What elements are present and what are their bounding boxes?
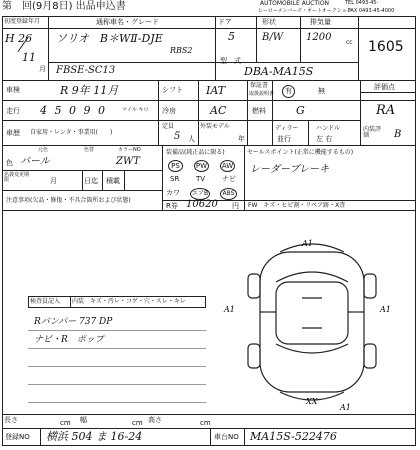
capacity-label: 定員 xyxy=(162,123,175,130)
displacement-value: 1200 xyxy=(306,32,332,43)
interior-label: 内装評価 xyxy=(363,126,382,139)
capacity-unit: 人 xyxy=(188,135,195,143)
lot-number: 1605 xyxy=(368,39,404,55)
color-change-label: 色替 xyxy=(84,147,95,153)
dealer-label: ディラー xyxy=(275,125,299,132)
first-reg-month-unit: 月 xyxy=(39,65,46,73)
notes-label: 注意事項(欠品・修復・不具合箇所および状態) xyxy=(6,197,131,204)
aircon-value: AC xyxy=(210,104,227,117)
equip-navi: ナビ xyxy=(222,175,236,183)
equip-aw: AW xyxy=(221,162,234,170)
interior-value: B xyxy=(394,129,402,140)
shape-label: 形状 xyxy=(262,18,276,26)
inspector-label: 検査員記入 xyxy=(30,298,61,305)
color-label: 色 xyxy=(6,159,13,167)
height-unit: cm xyxy=(200,419,211,427)
mark-a1-left: A1 xyxy=(224,305,235,314)
fuel-label: 燃料 xyxy=(252,107,266,115)
shift-value: IAT xyxy=(206,84,226,97)
recycle-unit: 円 xyxy=(232,202,239,210)
name-grade-label: 通称車名・グレード xyxy=(96,18,159,26)
displacement-label: 排気量 xyxy=(310,18,331,26)
equipment-label: 装備品(純正品に限る) xyxy=(166,149,225,156)
mark-xx-rear: XX xyxy=(306,397,318,406)
chassis-value: MA15S-522476 xyxy=(250,430,337,443)
inspector-items: 内装 キズ・汚レ・コゲ・穴・スレ・キレ xyxy=(72,298,186,305)
reg-no-value: 横浜 504 ま 16-24 xyxy=(46,430,143,443)
warranty-yes: 有 xyxy=(282,85,295,98)
name-change-label: 名義変更期限 xyxy=(4,172,30,183)
form-title: 第 回(9月8日) 出品申込書 xyxy=(2,1,126,12)
equip-airbag: エアB xyxy=(190,188,210,200)
fax-number: FAX 0493-45-4000 xyxy=(348,8,395,14)
mileage-unit: マイル キロ xyxy=(122,107,149,113)
name-grade-value: ソリオ B＊WⅡ-DJE xyxy=(56,32,163,45)
warranty-no: 無 xyxy=(318,87,325,95)
handle-value: 左 右 xyxy=(316,135,333,143)
shape-value: B/W xyxy=(262,32,283,43)
tel-number: TEL 0493-45- xyxy=(345,0,379,6)
eval-label: 評価点 xyxy=(374,83,395,91)
doors-value: 5 xyxy=(228,30,235,43)
car-damage-diagram xyxy=(210,212,414,412)
equip-ps: PS xyxy=(168,160,183,172)
equip-sr: SR xyxy=(170,175,180,183)
recycle-value: 10620 xyxy=(186,199,218,210)
warranty-sub: 取扱説明書 xyxy=(249,91,275,97)
mileage-value: 4 5 0 9 0 xyxy=(40,104,107,117)
history-label: 車歴 xyxy=(6,129,20,137)
length-unit: cm xyxy=(60,419,71,427)
sales-point-value: レーダーブレーキ xyxy=(250,164,330,175)
model-prefix: FBSE-SC13 xyxy=(56,65,116,76)
maintenance-label: 積載 xyxy=(106,177,120,185)
equip-tv: TV xyxy=(196,175,206,183)
first-reg-year: H 26 xyxy=(5,32,33,45)
mark-a1-front: A1 xyxy=(302,239,313,248)
capacity-value: 5 xyxy=(174,131,181,142)
equip-abs: ABS xyxy=(220,188,237,200)
model-label: 型 式 xyxy=(220,57,241,65)
eval-value: RA xyxy=(376,103,396,118)
recycle-label: R券 xyxy=(166,202,178,210)
mark-a1-right: A1 xyxy=(380,305,391,314)
width-label: 幅 xyxy=(80,416,87,424)
chassis-label: 車台NO xyxy=(214,433,239,441)
first-reg-month: 11 xyxy=(22,51,36,64)
equip-leather: カワ xyxy=(166,189,180,197)
width-unit: cm xyxy=(132,419,143,427)
color-no-label: カラーNO xyxy=(118,147,141,153)
dealer-value: 並行 xyxy=(277,135,291,143)
inspection-label: 車検 xyxy=(6,86,20,94)
length-label: 長さ xyxy=(4,416,18,424)
name-change-day: 日迄 xyxy=(84,177,98,185)
first-reg-label: 初度登録年月 xyxy=(4,18,41,25)
mark-a1-rear: A1 xyxy=(340,403,351,412)
note-line-2: ナビ・R ポップ xyxy=(34,335,104,345)
equip-pw: PW xyxy=(195,162,208,170)
note-line-1: Rバンパー 737 DP xyxy=(34,317,113,327)
model-value: DBA-MA15S xyxy=(244,65,314,78)
sales-point-label: セールスポイント(正常に機能するもの) xyxy=(247,149,354,156)
name-change-month: 月 xyxy=(50,177,57,185)
brand-name: AUTOMOBILE AUCTION xyxy=(260,0,330,7)
inspection-value: R 9年 11月 xyxy=(60,84,119,97)
history-options: 自家用・レンタ・事業用( ) xyxy=(30,129,113,136)
fuel-value: G xyxy=(296,104,305,117)
name-grade-extra: RBS2 xyxy=(170,46,193,55)
height-label: 高さ xyxy=(148,416,162,424)
reg-no-label: 登録NO xyxy=(5,433,30,441)
doors-label: ドア xyxy=(218,18,232,26)
damage-legend: FW キズ・ヒビ割・リペア跡・X査 xyxy=(248,202,346,209)
aircon-label: 冷房 xyxy=(162,107,176,115)
displacement-unit: cc xyxy=(346,39,353,46)
brand-subtitle: ヒーローメンバーズ・オートオークション xyxy=(258,8,352,14)
shift-label: シフト xyxy=(162,86,183,94)
warranty-label: 保証書 xyxy=(250,82,269,89)
exterior-model-unit: 年 xyxy=(238,135,245,143)
color-orig-label: 元色 xyxy=(38,147,49,153)
color-orig-value: パール xyxy=(20,156,50,167)
color-no-value: ZWT xyxy=(116,156,140,167)
exterior-model-label: 外装モデル xyxy=(200,123,230,130)
handle-label: ハンドル xyxy=(316,125,341,132)
mileage-label: 走行 xyxy=(6,107,20,115)
